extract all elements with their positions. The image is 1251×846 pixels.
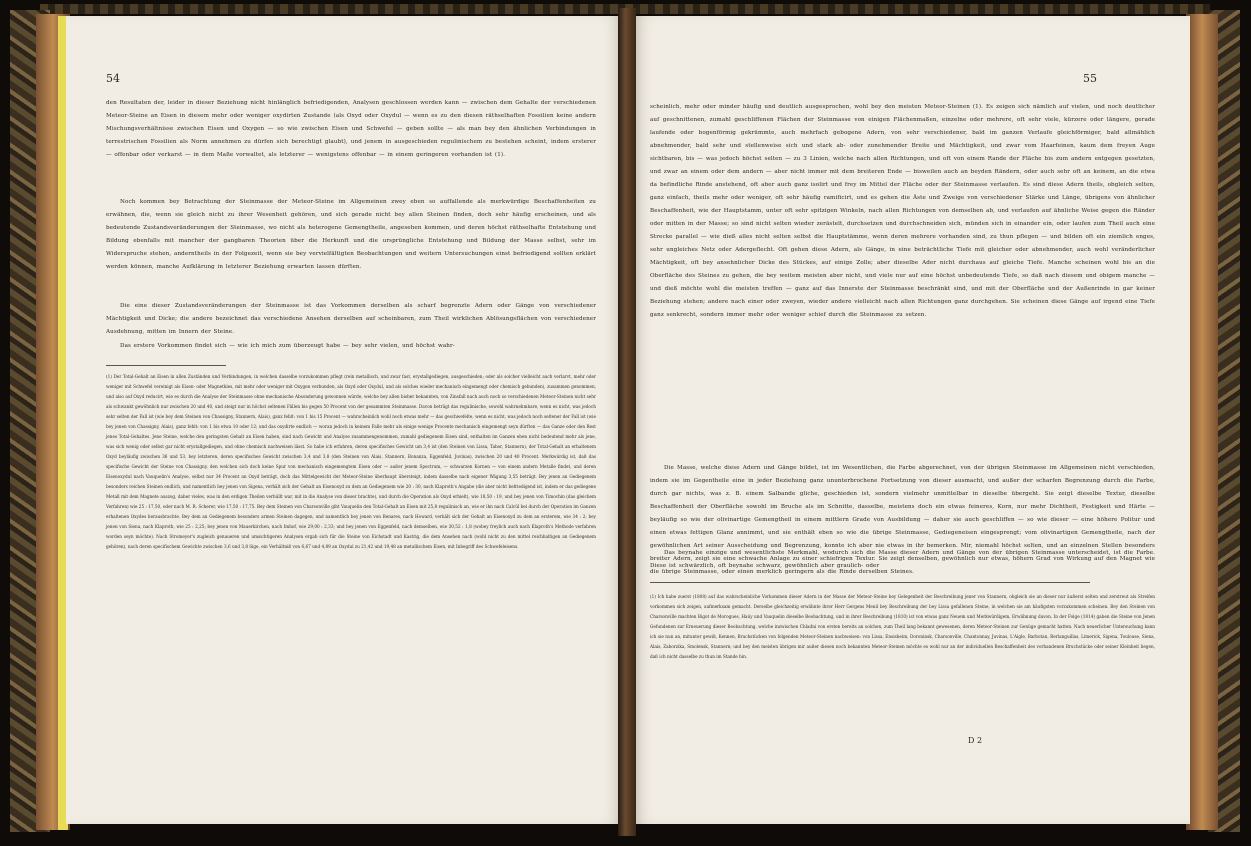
right-footnote-rule (650, 582, 1090, 583)
right-paragraph-2: Die Masse, welche diese Adern und Gänge bildet, ist im Wesentlichen, die Farbe abgerechnet, von der übrigen Steinmasse im Allgemeinen nicht verschieden, indem sie im Gegentheile eine in jeder Beziehung ganz ununterbrochene Fortsetzung von dieser ausmacht, und außer der scharfen Begrenzung durch die Farbe, durch gar nichts, was z. B. einem Salbande gliche, geschieden ist, sondern vielmehr unmittelbar in dieselbe übergeht. Sie zeigt dieselbe Textur, dieselbe Beschaffenheit der Oberfläche sowohl im Bruche als im Schnitte, dasselbe, meistens doch ein etwas feineres, Korn, nur mehr Dichtheit, Festigkeit und Härte — beyläufig so wie der olivinartige Gemengtheil in einem mittlern Grade von Ausbildung — daher sie auch geschliffen — so wie dieser — eine höhere Politur und einen etwas fettigen Glanz annimmt, und sie enthält eben so wie die übrige Steinmasse, Gediegeneisen eingesprengt; vom olivinartigen Gemengtheile, nach der gewöhnlichen Art seiner Ausscheidung und Begrenzung, konnte ich aber nie etwas in ihr bemerken. Mir, niemahl höchst selten, und an einzelnen Stellen besonders breiter Adern, zeigt sie eine schwache Anlage zu einer schiefrigen Textur. Sie zeigt denselben, gewöhnlich nur etwas, höhern Grad von Wirkung auf den Magnet wie die übrige Steinmasse, oder einen merklich geringern als die Rinde derselben Steines. (650, 465, 1155, 575)
left-paragraph-1: den Resultaten der, leider in dieser Beziehung nicht hinlänglich befriedigenden, Analysen geschlossen werden kann — zwischen dem Gehalte der verschiedenen Meteor-Steine an Eisen in diesem mehr oder weniger oxydirten Zustande (als Oxyd oder Oxydul — wenn es zu den diesen räthselhaften Fossilien keine andern Mischungsverhältnisse zwischen Eisen und Oxygen — so wie zwischen Eisen und Schwefel — geben sollte — als man bey den ähnlichen Verbindungen in terrestrischen Fossilien als Norm annehmen zu dürfen sich berechtigt glaubt), und jenem in ausgeschieden regulinischem zu bestehen scheint, indem ersterer — offenbar oder verkarst — in dem Maße vorwaltet, als letzterer — wenigstens offenbar — in einem geringeren vorhanden ist (1). (106, 100, 596, 158)
left-footnote-rule (106, 365, 226, 366)
right-footnote: (1) Ich habe zuerst (1808) auf das wahrscheinliche Vorkommen dieser Adern in der Masse der Meteor-Steine bey Gelegenheit der Beschreibung jener von Stannern, obgleich sie an dieser nur äußerst selten und zerstreut als Streifen vorkommen sich zeigen, aufmerksam gemacht. Derselbe gleichzeitig erwähnte ihrer Herr Gergens Menil bey Beschreibung der bey Lissa gefallenen Steine, in welchen sie am häufigsten vorzukommen scheinen. Bey den Steinen von Charsonville machten Bigot de Morogues, Haüy und Vauquelin dieselbe Beobachtung, und in ihrer Beschreibung (1810) ist von etwas ganz Neuem und Merkwürdigem, Erwähnung davon. In der Folge (1814) gaben die Steine von Jenen Gefundenen zur Erneuerung dieser Beobachtung, welche inzwischen Chladni von ersten bereits an solchen, zum Theil lang bekannt gewesenen, deren Meteor-Steinen zur Genüge gemacht hatten. Nach neuerlicher Untersuchung kann ich sie nun an, mitunter gewiß, Kennen, Bruchstücken von folgenden Meteor-Steinen nachweisen: von Lissa, Ensisheim, Doroninsk, Charsonville, Chantonnay, Juvinas, L'Aigle, Barbotan, Berlanguillas, Limerick, Sigena, Toulouse, Siena, Alais, Zaborzika, Smolensk, Stannern; und bey den meisten übrigen mir außer diesen noch bekannten Meteor-Steinen möchte es wohl nur an der individuellen Beschaffenheit des vorhandenen Bruchstücke oder seiner Kleinheit liegen, daß ich nicht dasselbe zu thun im Stande bin. (650, 594, 1155, 659)
page-edges-right (1186, 14, 1218, 830)
left-paragraph-2: Noch kommen bey Betrachtung der Steinmasse der Meteor-Steine im Allgemeinen zwey eben so auffallende als merkwürdige Beschaffenheiten zu erwähnen, die, wenn sie gleich nicht zu ihrer Wesenheit gehören, und sich gerade nicht bey allen Steinen finden, doch sehr häufig erscheinen, und als bedeutende Zustandsveränderungen der Steinmasse, wo nicht als heterogene Gemengtheile, angesehen kommen, und deren höchst räthselhafte Entstehung und Bildung ebenfalls mit mancher der gangbaren Theorien über die Herkunft und die ursprüngliche Entstehung und Bildung der Masse selbst, sehr im Widerspruche stehen, anderntheils in der Folgezeit, wenn sie bey vervielfältigten Beobachtungen und weitern Untersuchungen einst befriedigend sollten erklärt werden können, manche Aufklärung in letzterer Beziehung erwarten lassen dürften. (106, 199, 596, 270)
book-spine-gutter (618, 8, 636, 836)
right-page-number: 55 (1083, 72, 1097, 85)
right-paragraph-3: Das beynahe einzige und wesentlichste Merkmahl, wodurch sich die Masse dieser Adern und Gänge von der übrigen Steinmasse unterscheidet, ist die Farbe. Diese ist schwärzlich, oft beynahe schwarz, gewöhnlich aber graulich- oder (650, 550, 1155, 569)
left-footnote: (1) Der Total-Gehalt an Eisen in allen Zuständen und Verbindungen, in welchen dasselbe vorzukommen pflegt (rein metallisch, und zwar fast, erystallgediegen, ausgeschieden; oder als solcher vielleicht auch verlarvt, mehr oder weniger mit Schwefel vereinigt als Eisen- oder Magnetkies, mit mehr oder weniger mit Oxygen verbunden, als Oxyd oder Oxydul, und als solches wieder mechanisch eingemengt oder chemisch gebunden), zusammen genommen, und also auf Oxyd reducirt, wie es durch die Analyse der Steinmasse ohne mechanische Absonderung gewonnen würde, welche bey allen bisher bekannten, von Zinsfall nach auch noch so verschiedenen Meteor-Steinen nicht sehr als schwankt gewöhnlich nur zwischen 20 und 40, und steigt nur in höchst seltenen Fällen bis gegen 50 Procent von der gesammten Steinmasse. Davon beträgt das regulinische, sowohl wahrnehmbare, wenn es nicht, was jedoch sehr selten der Fall ist (wie bey dem Steinen von Chassigny, Stannern, Alais), ganz fehlt: von 1 bis 15 Procent — wahrscheinlich wohl noch etwas mehr — das geschwefelte, wenn es nicht, was jedoch noch seltener der Fall ist (wie bey jenen von Chassigny, Alais), ganz fehlt: von 1 bis etwa 10 oder 12; und das oxydirte endlich — woran jedoch in keinem Falle mehr als einige wenige Procente mechanisch eingemengt seyn dürften — das Ganze oder den Rest jenes Total-Gehaltes. Jene Steine, welche den geringsten Gehalt an Eisen haben, sind nach Gewicht und Analyse zusammengenommen, zumahl gediegenem Eisen sind, enthalten im Ganzen eben nicht bedeutend mehr als jene, was sich wenig oder selbst gar nicht erystallgediegen, und ohne chemisch nachweisen lässt. So habe ich erfahren, deren specifisches Gewicht um 3,4 ist (den Steinen von Lissa, Tabor, Stannern), der Total-Gehalt an erhaltenem Oxyd beyläufig zwischen 36 und 53, bey letzteren, deren specifisches Gewicht zwischen 3,4 und 3,8 (den Steinen von Alais, Stannern, Bonanza, Eggenfeld, Juvinas), zwischen 20 und 40 Procent. Merkwürdig ist, daß das specifische Gewicht der Steine von Chassigny, den welchen sich doch keine Spur von mechanisch eingemengtem Eisen oder — außer jenem Spectrum, — schwarzen Kornen — von einem andern Metalle findet, und deren Eisenoxydul nach Vauquelin's Analyse, selbst nur 34 Procent an Oxyd beträgt, doch das Mittelgewicht der Meteor-Steine überhaupt übersteigt, indem dasselbe nach eigener Wägung 3,55 beträgt. Bey jenen an Gediegenem besonders reichen Steinen endlich, und namentlich bey jenen von Sigena, verhält sich der Gehalt an Eisenoxyd zu dem an Gediegenem wie 20 : 30, nach Klaproth's Angabe (die aber nicht befriedigend ist, indem er das gediegene Metall mit dem Magnete auszog, daher vieles, was in den erdigen Theilen verhüllt war, mit in die Analyse von dieser brachte), und durch die Operation als Oxyd erhielt), wie 18,50 : 19, und bey jenen von Timochin (das gleichem Verfahren) wie 25 : 17,50, oder nach M. R. Scherer, wie 17,50 : 17,75. Bey dem Steinen von Charsonville gibt Vauquelin den Total-Gehalt an Eisen mit 25,8 regulinisch an, wie er ihn nach Calcül bei durch der Operation im Ganzen erhaltenen Oxydes herausbrachte. Bey dem an Gediegenem besonders armen Steinen dagegen, und namentlich bey jenen von Benares, nach Howard, verhält sich der Gehalt an Eisenoxyd zu dem an ersterem, wie 34 : 2; bey jenen von Siena, nach Klaproth, wie 25 : 2,25; bey jenen von Mauerkirchen, nach Imhof, wie 29,00 : 2,33; und bey jenen von Eggenfeld, nach demselben, wie 30,52 : 1,8 (wobey freylich auch nach Klaproth's Methode verfahren worden seyn möchte). Nach Stromeyer's zugleich genaueren und umsichtigeren Analysen ergab sich für die Steine von Eichstadt und Kastrig, die dem Ansehen nach (wohl nicht zu den mittel reichhaltigen an Gediegenem gehören), nach deren specifischem Gewichte zwischen 3,6 und 3,8 lüge, ein Verhältniß von 6,67 und 4,89 an Oxydul zu 21,42 und 19,48 an metallischem Eisen, mit Inbegriff des Schwefeleisens. (106, 374, 596, 549)
left-paragraph-4: Das erstere Vorkommen findet sich — wie ich mich zum überzeugt habe — bey sehr vielen, und höchst wahr- (120, 343, 455, 349)
signature-mark: D 2 (968, 736, 983, 745)
right-paragraph-1: scheinlich, mehr oder minder häufig und deutlich ausgesprochen, wohl bey den meisten Meteor-Steinen (1). Es zeigen sich nämlich auf vielen, und noch deutlicher auf geschnittenen, zumahl geschliffenen Flächen der Steinmasse von einigen Flächenmaßen, einzelne oder mehrere, oft sehr viele, kürzere oder längere, gerade laufende oder bogenförmig gekrümmte, auch mehrfach gebogene Adern, von sehr verschiedener, bald im ganzen Verlaufe gleichförmiger, bald allmählich abnehmender, bald sehr und stellenweise sich und stark ab- oder zunehmender Breite und Mächtigkeit, und zwar vom Haarfeinen, kaum dem freyen Auge sichtbaren, bis — was jedoch höchst selten — zu 3 Linien, welche nach allen Richtungen, und oft von einem Rande der Fläche bis zum andern entgegen gesetzten, und zwar an einem oder dem andern — aber nicht immer mit dem breiteren Ende — bisweilen auch an beyden Rändern, oder auch sehr oft an keinem, an die etwa da befindliche Rinde anstehend, oft aber auch ganz isolirt und frey im Mittel der Fläche oder der Steinmasse verlaufen. Es sind diese Adern theils, obgleich selten, ganz einfach, theils mehr oder weniger, oft sehr häufig ramificirt, und es gehen die Äste und Zweige von verschiedener Stärke und Länge, übrigens von ähnlicher Beschaffenheit, wie der Hauptstamm, unter oft sehr spitzigen Winkeln, nach allen Richtungen von demselben ab, und verlaufen auf ähnliche Weise gegen die Ränder oder mitten in der Masse; so sind nicht selten wieder zerästelt, durchsetzen und durchschneiden sich, münden sich in einander ein, oder laufen zum Theil auch eine Strecke parallel — wie dieß alles nicht selten selbst die Hauptstämme, wenn deren mehrere vorhanden sind, zu thun pflegen — und bilden oft ein ziemlich enges, sehr ungleiches Netz oder Adergeflecht. Oft gehen diese Adern, als Gänge, in eine beträchtliche Tiefe mit gleicher oder abnehmender, auch wohl veränderlicher Mächtigkeit, oft bey ansehnlicher Dicke des Stückes, auf einige Zolle; aber dieselbe Ader nicht durchaus auf gleiche Tiefe. Manche scheinen wohl bis an die Oberfläche des Steines zu gehen, die bey weitem meisten aber nicht, und viele nur auf eine höchst unbedeutende Tiefe, so daß nach diesem und obigem manche — und dieß möchte wohl die meisten treffen — ganz auf das Innerste der Steinmasse beschränkt sind, und mit der Oberfläche und der Außenrinde in gar keiner Beziehung stehen; andere nach einer oder zweyen, wieder andere vielleicht nach allen Richtungen ganz durchgehen. Sie scheinen diese Gänge auf irgend eine Tiefe ganz senkrecht, sondern immer mehr oder weniger schief durch die Steinmasse zu setzen. (650, 104, 1155, 318)
left-page-number: 54 (106, 72, 120, 85)
left-paragraph-3: Die eine dieser Zustandsveränderungen der Steinmasse ist das Vorkommen derselben als scharf begrenzte Adern oder Gänge von verschiedener Mächtigkeit und Dicke; die andere bezeichnet das verschiedene Ansehen derselben auf scheinbaren, zum Theil wirklichen Ablösungsflächen von verschiedener Ausdehnung, mitten im Innern der Steine. (106, 303, 596, 335)
